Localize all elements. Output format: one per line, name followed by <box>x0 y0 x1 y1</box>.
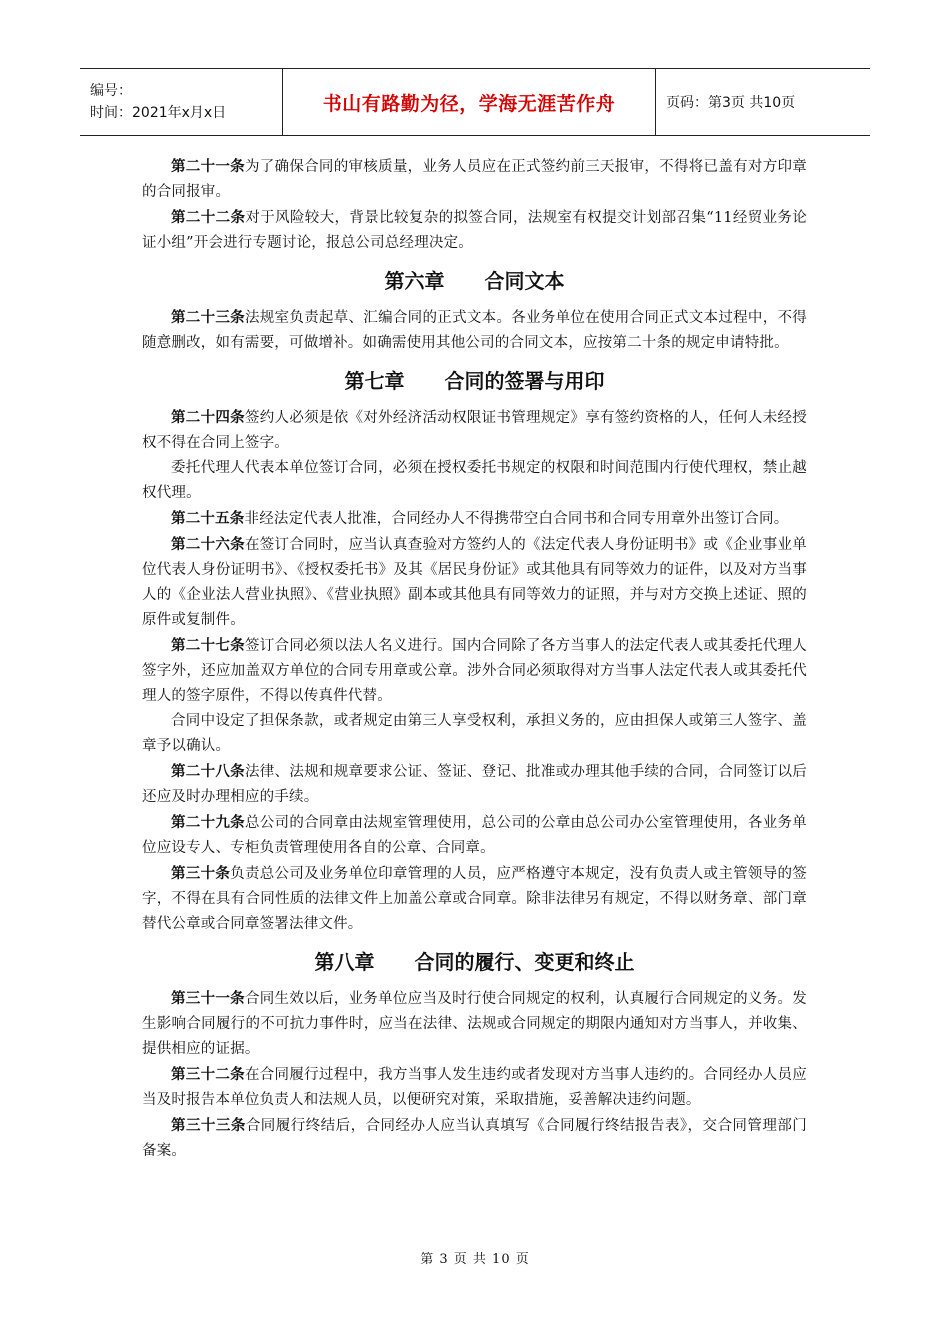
article-number: 第三十二条 <box>171 1066 245 1083</box>
article-text: 法规室负责起草、汇编合同的正式文本。各业务单位在使用合同正式文本过程中，不得随意删改，如有需要，可做增补。如确需使用其他公司的合同文本，应按第二十条的规定申请特批。 <box>142 310 807 351</box>
chapter-number: 第六章 <box>384 269 445 293</box>
article-text: 合同中设定了担保条款，或者规定由第三人享受权利，承担义务的，应由担保人或第三人签字、盖章予以确认。 <box>142 713 807 754</box>
article-paragraph <box>142 405 807 456</box>
chapter-title: 合同的签署与用印 <box>444 369 605 393</box>
article-paragraph <box>142 986 807 1062</box>
article-number: 第二十八条 <box>171 763 245 780</box>
article-text: 委托代理人代表本单位签订合同，必须在授权委托书规定的权限和时间范围内行使代理权，禁止越权代理。 <box>142 460 807 501</box>
article-text: 非经法定代表人批准，合同经办人不得携带空白合同书和合同专用章外出签订合同。 <box>244 511 789 527</box>
article-text: 为了确保合同的审核质量，业务人员应在正式签约前三天报审，不得将已盖有对方印章的合同报审。 <box>142 159 807 200</box>
article-paragraph <box>142 205 807 256</box>
article-text: 总公司的合同章由法规室管理使用，总公司的公章由总公司办公室管理使用，各业务单位应设专人、专柜负责管理使用各自的公章、合同章。 <box>142 815 807 856</box>
article-number: 第二十二条 <box>171 209 246 226</box>
article-text: 合同履行终结后，合同经办人应当认真填写《合同履行终结报告表》，交合同管理部门备案。 <box>142 1118 807 1159</box>
article-text: 签约人必须是依《对外经济活动权限证书管理规定》享有签约资格的人，任何人未经授权不得在合同上签字。 <box>142 410 807 451</box>
article-text: 负责总公司及业务单位印章管理的人员，应严格遵守本规定，没有负责人或主管领导的签字，不得在具有合同性质的法律文件上加盖公章或合同章。除非法律另有规定，不得以财务章、部门章替代公章或合同章签署法律文件。 <box>142 866 807 932</box>
chapter-heading <box>142 265 807 297</box>
article-text: 签订合同必须以法人名义进行。国内合同除了各方当事人的法定代表人或其委托代理人签字外，还应加盖双方单位的合同专用章或公章。涉外合同必须取得对方当事人法定代表人或其委托代理人的签字原件，不得以传真件代替。 <box>142 638 807 704</box>
header-meta <box>80 69 283 135</box>
article-paragraph <box>142 506 807 532</box>
article-paragraph <box>142 305 807 356</box>
article-text: 合同生效以后，业务单位应当及时行使合同规定的权利，认真履行合同规定的义务。发生影响合同履行的不可抗力事件时，应当在法律、法规或合同规定的期限内通知对方当事人，并收集、提供相应的证据。 <box>142 991 807 1057</box>
article-number: 第三十一条 <box>171 990 245 1007</box>
article-paragraph <box>142 1062 807 1113</box>
header-motto: 书山有路勤为径，学海无涯苦作舟 <box>283 69 656 135</box>
article-number: 第三十三条 <box>171 1117 246 1134</box>
article-paragraph <box>142 456 807 506</box>
article-text: 对于风险较大，背景比较复杂的拟签合同，法规室有权提交计划部召集“11经贸业务论证小组”开会进行专题讨论，报总公司总经理决定。 <box>142 210 807 251</box>
article-paragraph <box>142 810 807 861</box>
article-paragraph <box>142 532 807 633</box>
document-body <box>142 154 807 1164</box>
page-footer: 第 3 页 共 10 页 <box>420 1252 530 1267</box>
page-header <box>80 68 870 136</box>
article-number: 第二十九条 <box>171 814 245 831</box>
chapter-heading <box>142 365 807 397</box>
article-number: 第二十七条 <box>171 637 245 654</box>
chapter-number: 第八章 <box>314 950 375 974</box>
chapter-title: 合同的履行、变更和终止 <box>414 950 635 974</box>
article-number: 第二十五条 <box>171 510 245 527</box>
document-date-label: 时间：2021年x月x日 <box>90 105 227 121</box>
article-paragraph <box>142 1113 807 1164</box>
chapter-title: 合同文本 <box>484 269 565 293</box>
document-number-label: 编号： <box>90 83 132 99</box>
article-paragraph <box>142 759 807 810</box>
article-paragraph <box>142 861 807 937</box>
header-page-number: 页码：第3页 共10页 <box>666 95 796 111</box>
article-number: 第二十三条 <box>171 309 245 326</box>
article-text: 在签订合同时，应当认真查验对方签约人的《法定代表人身份证明书》或《企业事业单位代表人身份证明书》、《授权委托书》及其《居民身份证》或其他具有同等效力的证件，以及对方当事人的《企业法人营业执照》、《营业执照》副本或其他具有同等效力的证照，并与对方交换上述证、照的原件或复制件。 <box>142 537 807 628</box>
article-paragraph <box>142 154 807 205</box>
article-number: 第三十条 <box>171 865 231 882</box>
article-text: 法律、法规和规章要求公证、签证、登记、批准或办理其他手续的合同，合同签订以后还应及时办理相应的手续。 <box>142 764 807 805</box>
article-text: 在合同履行过程中，我方当事人发生违约或者发现对方当事人违约的。合同经办人员应当及时报告本单位负责人和法规人员，以便研究对策，采取措施，妥善解决违约问题。 <box>142 1067 807 1108</box>
chapter-number: 第七章 <box>344 369 405 393</box>
article-number: 第二十六条 <box>171 536 245 553</box>
chapter-heading <box>142 946 807 978</box>
article-paragraph <box>142 633 807 709</box>
article-number: 第二十四条 <box>171 409 245 426</box>
article-number: 第二十一条 <box>171 158 245 175</box>
article-paragraph <box>142 709 807 759</box>
